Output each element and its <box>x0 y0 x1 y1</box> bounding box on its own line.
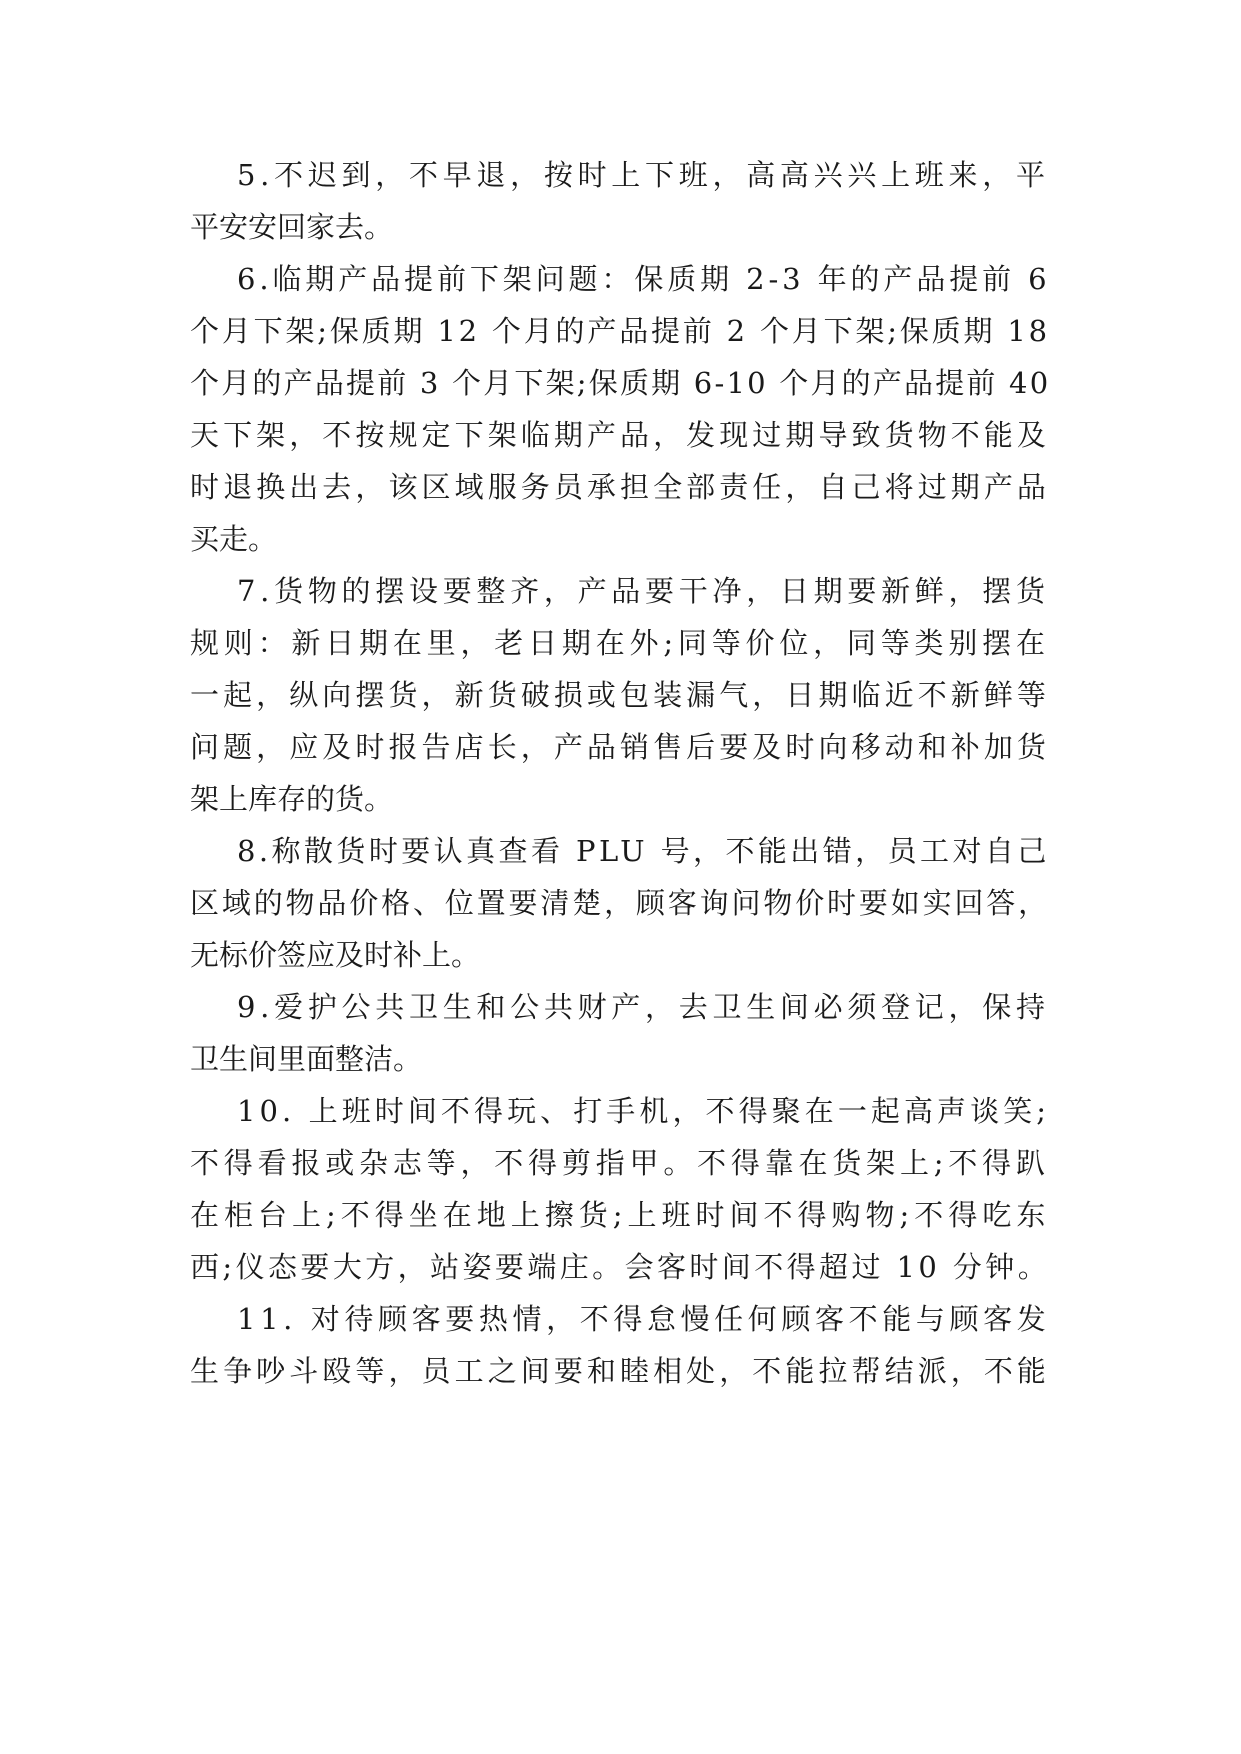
paragraph-6-line-6: 买走。 <box>190 522 278 556</box>
paragraph-7-line-5: 架上库存的货。 <box>190 782 394 816</box>
paragraph-11-line-1: 11. 对待顾客要热情，不得怠慢任何顾客不能与顾客发 <box>237 1302 1051 1336</box>
paragraph-6-line-3: 个月的产品提前 3 个月下架;保质期 6-10 个月的产品提前 40 <box>190 366 1051 400</box>
paragraph-10-line-1: 10. 上班时间不得玩、打手机，不得聚在一起高声谈笑; <box>237 1094 1051 1128</box>
paragraph-9-line-2: 卫生间里面整洁。 <box>190 1042 423 1076</box>
paragraph-10-line-4: 西;仪态要大方，站姿要端庄。会客时间不得超过 10 分钟。 <box>190 1250 1051 1284</box>
paragraph-7-line-1: 7.货物的摆设要整齐，产品要干净，日期要新鲜，摆货 <box>237 574 1050 608</box>
paragraph-8-line-1: 8.称散货时要认真查看 PLU 号，不能出错，员工对自己 <box>237 834 1050 868</box>
paragraph-10-line-3: 在柜台上;不得坐在地上擦货;上班时间不得购物;不得吃东 <box>190 1198 1051 1232</box>
paragraph-7-line-4: 问题，应及时报告店长，产品销售后要及时向移动和补加货 <box>190 730 1051 764</box>
paragraph-5-line-2: 平安安回家去。 <box>190 210 394 244</box>
paragraph-8-line-2: 区域的物品价格、位置要清楚，顾客询问物价时要如实回答， <box>190 886 1051 920</box>
paragraph-8-line-3: 无标价签应及时补上。 <box>190 938 481 972</box>
paragraph-6-line-1: 6.临期产品提前下架问题：保质期 2-3 年的产品提前 6 <box>237 262 1051 296</box>
paragraph-6-line-5: 时退换出去，该区域服务员承担全部责任，自己将过期产品 <box>190 470 1051 504</box>
paragraph-10-line-2: 不得看报或杂志等，不得剪指甲。不得靠在货架上;不得趴 <box>190 1146 1050 1180</box>
paragraph-5-line-1: 5.不迟到，不早退，按时上下班，高高兴兴上班来，平 <box>237 158 1050 192</box>
paragraph-9-line-1: 9.爱护公共卫生和公共财产，去卫生间必须登记，保持 <box>237 990 1050 1024</box>
paragraph-7-line-3: 一起，纵向摆货，新货破损或包装漏气，日期临近不新鲜等 <box>190 678 1051 712</box>
paragraph-6-line-2: 个月下架;保质期 12 个月的产品提前 2 个月下架;保质期 18 <box>190 314 1050 348</box>
paragraph-11-line-2: 生争吵斗殴等，员工之间要和睦相处，不能拉帮结派，不能 <box>190 1354 1051 1388</box>
paragraph-6-line-4: 天下架，不按规定下架临期产品，发现过期导致货物不能及 <box>190 418 1051 452</box>
paragraph-7-line-2: 规则：新日期在里，老日期在外;同等价位，同等类别摆在 <box>190 626 1050 660</box>
